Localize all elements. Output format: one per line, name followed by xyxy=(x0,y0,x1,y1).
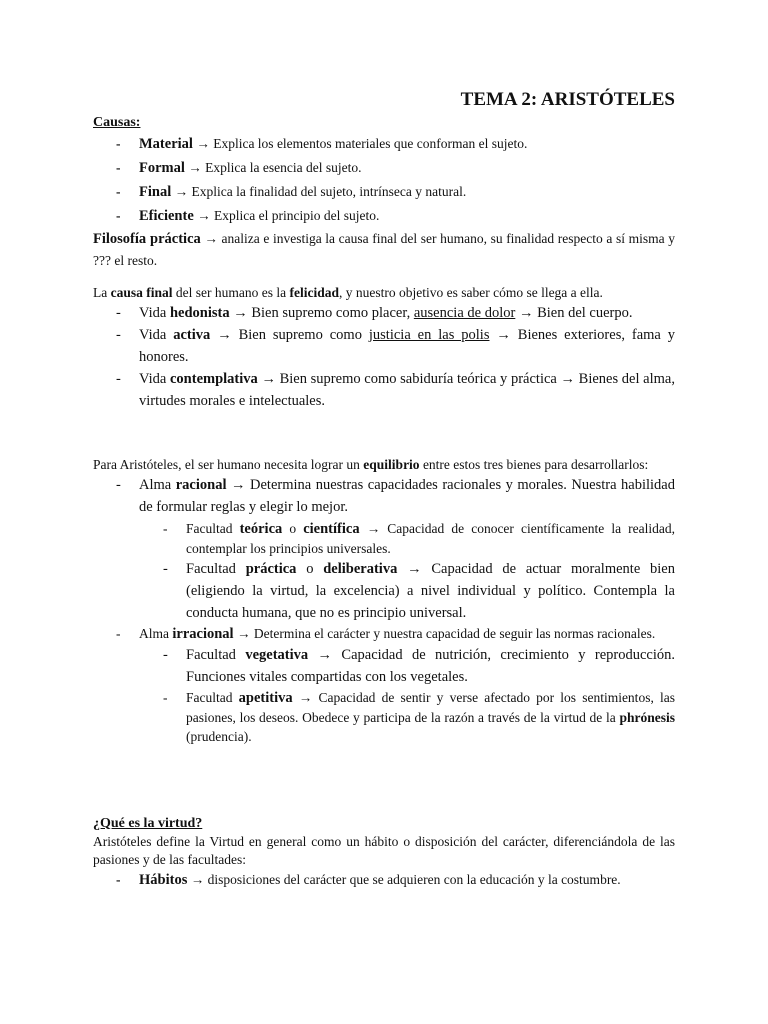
term: contemplativa xyxy=(169,371,258,387)
facultades-irracional-list xyxy=(139,644,675,746)
text-run: Alma xyxy=(139,626,173,641)
text-run: Facultad xyxy=(186,647,246,663)
list-item xyxy=(139,688,675,746)
term: Filosofía práctica xyxy=(93,231,201,247)
equilibrio-section xyxy=(93,456,675,746)
bullet-dash: - xyxy=(163,647,168,663)
text-run: → Bien supremo como xyxy=(210,327,369,343)
text-run: , y nuestro objetivo es saber cómo se llega a ella. xyxy=(338,285,603,300)
bullet-dash: - xyxy=(163,521,168,536)
text-run: Para Aristóteles, el ser humano necesita lograr un xyxy=(93,457,364,472)
item-text: → Explica la esencia del sujeto. xyxy=(184,160,362,175)
text-run: → disposiciones del carácter que se adquieren con la educación y la costumbre. xyxy=(187,872,621,887)
text-run: → Determina nuestras capacidades racionales y morales. Nuestra habilidad de formular reglas y elegir lo mejor. xyxy=(139,477,675,515)
virtud-section xyxy=(93,815,675,891)
list-item xyxy=(139,644,675,688)
text-run: → Capacidad de sentir y verse afectado por los sentimientos, las pasiones, los deseos. Obedece y participa de la razón a través de la virtud de la xyxy=(186,690,675,725)
bullet-dash: - xyxy=(116,184,121,199)
text-run: Vida xyxy=(139,305,170,321)
text-run: del ser humano es la xyxy=(172,285,290,300)
term: causa final xyxy=(110,285,173,300)
list-item xyxy=(93,302,675,324)
text-run: → Bien supremo como sabiduría teórica y práctica → Bienes del alma, virtudes morales e intelectuales. xyxy=(139,371,675,409)
term: Material xyxy=(139,136,193,152)
causa-final-paragraph xyxy=(93,284,675,302)
causas-heading: Causas: xyxy=(93,115,141,130)
term: apetitiva xyxy=(238,690,293,706)
term: racional xyxy=(175,477,227,493)
list-item xyxy=(139,558,675,624)
term: Hábitos xyxy=(139,872,188,888)
alma-irracional-item xyxy=(93,624,675,746)
bullet-dash: - xyxy=(116,872,121,887)
facultades-racional-list xyxy=(139,519,675,624)
item-text: → Explica la finalidad del sujeto, intrínseca y natural. xyxy=(171,184,467,199)
list-item xyxy=(93,869,675,891)
term: activa xyxy=(173,327,211,343)
term: científica xyxy=(303,521,360,537)
term: hedonista xyxy=(169,305,230,321)
text-run: → Bien del cuerpo. xyxy=(515,305,633,321)
bullet-dash: - xyxy=(116,305,121,321)
text-run: entre estos tres bienes para desarrollarlos: xyxy=(419,457,649,472)
list-item xyxy=(93,132,675,156)
text-run: o xyxy=(296,561,324,577)
term: Eficiente xyxy=(139,208,194,224)
filosofia-paragraph xyxy=(93,228,675,271)
text-run: Facultad xyxy=(186,561,246,577)
bullet-dash: - xyxy=(116,371,121,387)
term: Formal xyxy=(139,160,185,176)
almas-list xyxy=(93,474,675,746)
term: práctica xyxy=(245,561,297,577)
term: vegetativa xyxy=(245,647,309,663)
term: teórica xyxy=(239,521,283,537)
bullet-dash: - xyxy=(163,690,168,705)
list-item xyxy=(139,519,675,558)
text-run: Facultad xyxy=(186,690,239,705)
bullet-dash: - xyxy=(116,136,121,151)
text-run: Facultad xyxy=(186,521,240,536)
underlined-text: justicia en las polis xyxy=(368,327,490,343)
text-run: La xyxy=(93,285,111,300)
underlined-text: ausencia de dolor xyxy=(413,305,516,321)
text-run: → Determina el carácter y nuestra capacidad de seguir las normas racionales. xyxy=(233,626,656,641)
bullet-dash: - xyxy=(116,160,121,175)
term: deliberativa xyxy=(323,561,398,577)
bullet-dash: - xyxy=(116,477,121,493)
item-text: → Explica los elementos materiales que conforman el sujeto. xyxy=(192,136,528,151)
equilibrio-paragraph xyxy=(93,456,675,474)
virtud-list xyxy=(93,869,675,891)
text-run: → Bien supremo como placer, xyxy=(229,305,414,321)
causas-list xyxy=(93,132,675,228)
list-item xyxy=(93,156,675,180)
alma-racional-item xyxy=(93,474,675,624)
bullet-dash: - xyxy=(116,327,121,343)
term: irracional xyxy=(172,626,234,642)
text-run: → Bienes exteriores, fama y honores. xyxy=(139,327,676,365)
list-item xyxy=(93,204,675,228)
text-run: Vida xyxy=(139,371,170,387)
paragraph-text: → analiza e investiga la causa final del ser humano, su finalidad respecto a sí misma y ??? el resto. xyxy=(93,231,675,268)
text-run: (prudencia). xyxy=(186,729,252,744)
page-title: TEMA 2: ARISTÓTELES xyxy=(460,89,675,110)
text-run: o xyxy=(282,521,304,536)
list-item xyxy=(93,368,675,412)
bullet-dash: - xyxy=(163,561,168,577)
causas-section xyxy=(93,114,675,271)
term: equilibrio xyxy=(363,457,420,472)
text-run: Alma xyxy=(139,477,176,493)
text-run: → Capacidad de actuar moralmente bien (eligiendo la virtud, la excelencia) a nivel individual y político. Contempla la conducta humana, que no es principio universal. xyxy=(186,561,675,621)
term: Final xyxy=(139,184,172,200)
bullet-dash: - xyxy=(116,626,121,641)
list-item xyxy=(93,324,675,368)
causa-final-section xyxy=(93,284,675,412)
virtud-heading: ¿Qué es la virtud? xyxy=(93,816,203,831)
term: felicidad xyxy=(289,285,339,300)
term: phrónesis xyxy=(619,710,675,725)
text-run: Vida xyxy=(139,327,174,343)
vidas-list xyxy=(93,302,675,412)
text-run: → Capacidad de conocer científicamente la realidad, contemplar los principios universales. xyxy=(186,521,676,556)
list-item xyxy=(93,180,675,204)
virtud-intro: Aristóteles define la Virtud en general como un hábito o disposición del carácter, diferenciándola de las pasiones y de las facultades: xyxy=(93,834,675,867)
item-text: → Explica el principio del sujeto. xyxy=(193,208,380,223)
bullet-dash: - xyxy=(116,208,121,223)
text-run: → Capacidad de nutrición, crecimiento y reproducción. Funciones vitales compartidas con los vegetales. xyxy=(186,647,675,685)
